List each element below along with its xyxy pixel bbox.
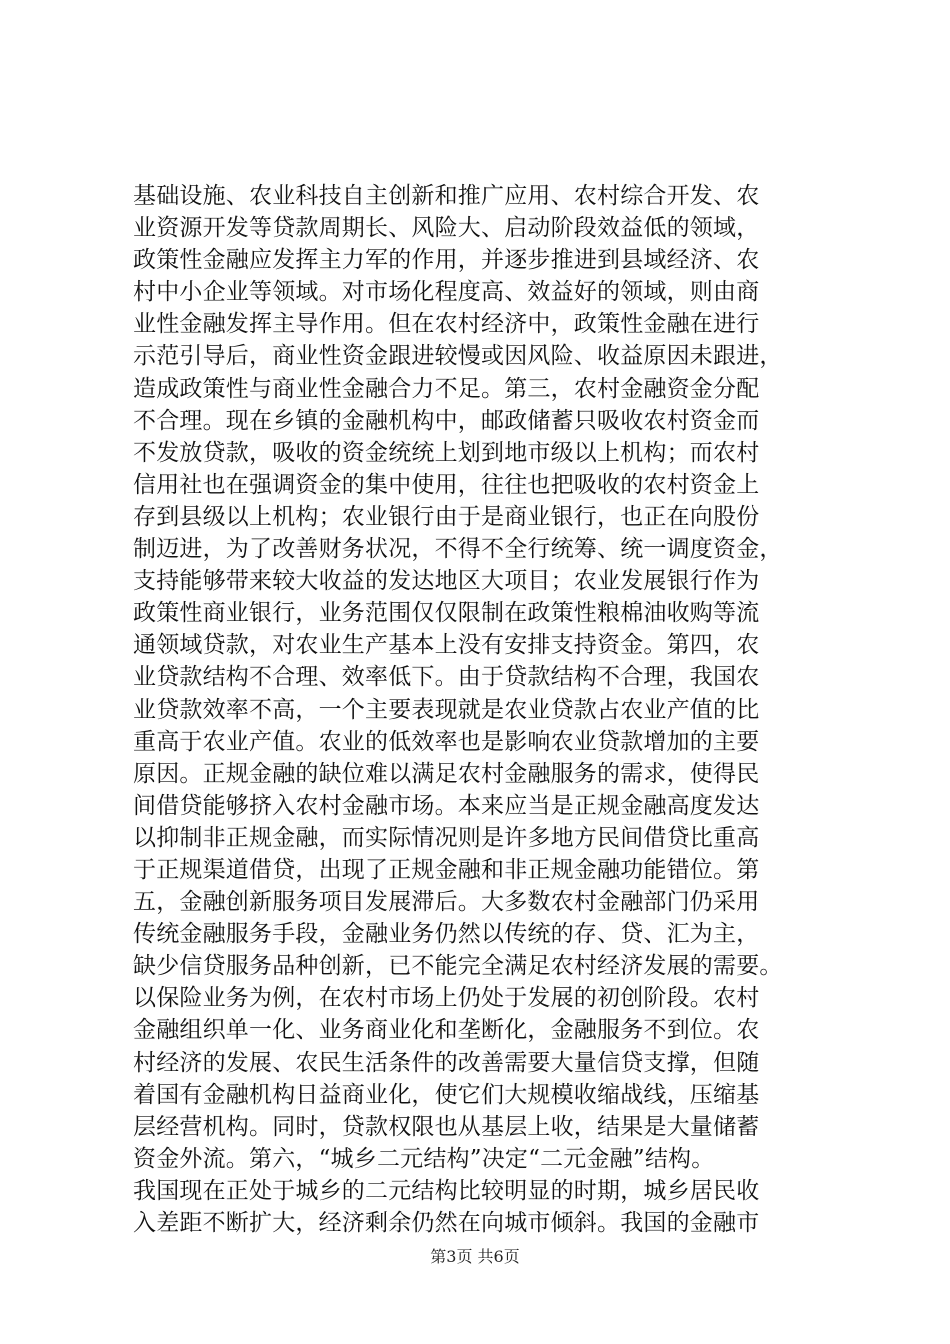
text-line: 传统金融服务手段，金融业务仍然以传统的存、贷、汇为主，	[133, 921, 760, 948]
text-line: 五，金融创新服务项目发展滞后。大多数农村金融部门仍采用	[133, 889, 760, 916]
text-line: 缺少信贷服务品种创新，已不能完全满足农村经济发展的需要。	[133, 953, 783, 980]
text-line: 重高于农业产值。农业的低效率也是影响农业贷款增加的主要	[133, 728, 760, 755]
text-line: 不发放贷款，吸收的资金统统上划到地市级以上机构；而农村	[133, 439, 760, 466]
text-line: 业贷款效率不高，一个主要表现就是农业贷款占农业产值的比	[133, 696, 760, 723]
text-line: 原因。正规金融的缺位难以满足农村金融服务的需求，使得民	[133, 760, 760, 787]
text-line: 业性金融发挥主导作用。但在农村经济中，政策性金融在进行	[133, 311, 760, 338]
text-line: 业贷款结构不合理、效率低下。由于贷款结构不合理，我国农	[133, 664, 760, 691]
text-line: 金融组织单一化、业务商业化和垄断化，金融服务不到位。农	[133, 1017, 760, 1044]
text-line: 不合理。现在乡镇的金融机构中，邮政储蓄只吸收农村资金而	[133, 407, 760, 434]
text-line: 存到县级以上机构；农业银行由于是商业银行，也正在向股份	[133, 503, 760, 530]
text-line: 村经济的发展、农民生活条件的改善需要大量信贷支撑，但随	[133, 1049, 760, 1076]
text-line: 基础设施、农业科技自主创新和推广应用、农村综合开发、农	[133, 183, 760, 209]
text-line: 通领域贷款，对农业生产基本上没有安排支持资金。第四，农	[133, 632, 760, 659]
body-text	[133, 180, 853, 1239]
text-line: 村中小企业等领域。对市场化程度高、效益好的领域，则由商	[133, 279, 760, 306]
text-line: 业资源开发等贷款周期长、风险大、启动阶段效益低的领域，	[133, 215, 760, 242]
text-line: 以抑制非正规金融，而实际情况则是许多地方民间借贷比重高	[133, 824, 760, 851]
text-line: 以保险业务为例，在农村市场上仍处于发展的初创阶段。农村	[133, 985, 760, 1012]
text-line: 间借贷能够挤入农村金融市场。本来应当是正规金融高度发达	[133, 792, 760, 819]
text-line: 示范引导后，商业性资金跟进较慢或因风险、收益原因未跟进，	[133, 343, 783, 370]
text-line: 于正规渠道借贷，出现了正规金融和非正规金融功能错位。第	[133, 856, 760, 883]
text-line: 着国有金融机构日益商业化，使它们大规模收缩战线，压缩基	[133, 1081, 760, 1108]
text-line: 信用社也在强调资金的集中使用，往往也把吸收的农村资金上	[133, 471, 760, 498]
text-line: 政策性商业银行，业务范围仅仅限制在政策性粮棉油收购等流	[133, 600, 760, 627]
text-line: 我国现在正处于城乡的二元结构比较明显的时期，城乡居民收	[133, 1177, 760, 1204]
text-line: 入差距不断扩大，经济剩余仍然在向城市倾斜。我国的金融市	[133, 1210, 760, 1236]
text-line: 政策性金融应发挥主力军的作用，并逐步推进到县域经济、农	[133, 247, 760, 274]
text-line: 层经营机构。同时，贷款权限也从基层上收，结果是大量储蓄	[133, 1113, 760, 1140]
page-footer: 第3页 共6页	[430, 1247, 520, 1266]
text-line: 制迈进，为了改善财务状况，不得不全行统筹、统一调度资金，	[133, 536, 783, 563]
text-line: 支持能够带来较大收益的发达地区大项目；农业发展银行作为	[133, 568, 760, 595]
text-line: 造成政策性与商业性金融合力不足。第三，农村金融资金分配	[133, 375, 760, 402]
text-line: 资金外流。第六，“城乡二元结构”决定“二元金融”结构。	[133, 1145, 715, 1172]
